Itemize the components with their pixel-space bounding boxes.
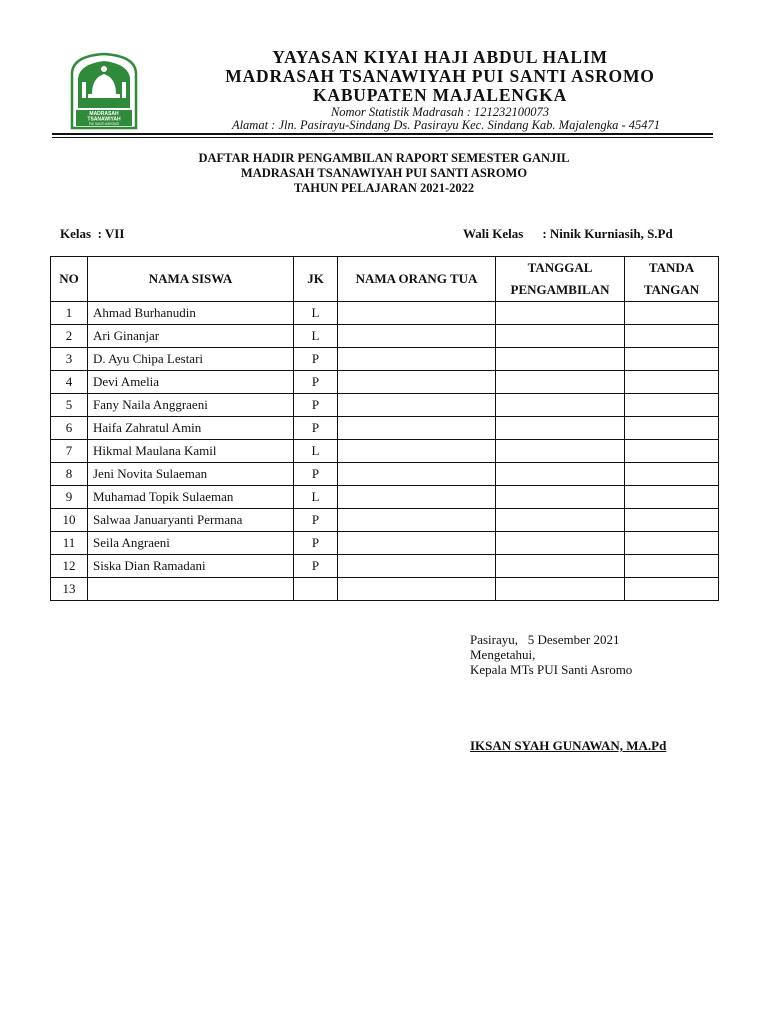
regency-name: KABUPATEN MAJALENGKA [312,85,568,105]
cell-student-name: Jeni Novita Sulaeman [88,463,294,486]
statistic-number: Nomor Statistik Madrasah : 121232100073 [330,105,550,119]
letterhead-rule-thin [52,137,713,138]
attendance-table [50,256,719,601]
cell-pickup-date [496,348,625,371]
table-row [51,417,719,440]
cell-no: 1 [51,302,88,325]
class-info [60,226,124,242]
cell-gender: P [294,509,338,532]
class-value: : VII [97,226,125,241]
cell-signature [625,578,719,601]
table-row [51,555,719,578]
header-parent-name: NAMA ORANG TUA [338,257,496,302]
cell-parent-name [338,417,496,440]
cell-gender: P [294,463,338,486]
cell-pickup-date [496,302,625,325]
cell-signature [625,486,719,509]
cell-student-name: Devi Amelia [88,371,294,394]
cell-pickup-date [496,463,625,486]
table-row [51,532,719,555]
cell-parent-name [338,325,496,348]
cell-no: 6 [51,417,88,440]
cell-signature [625,417,719,440]
cell-parent-name [338,486,496,509]
madrasah-logo [68,52,140,130]
table-header-row [51,257,719,302]
table-row [51,325,719,348]
cell-parent-name [338,394,496,417]
cell-no: 9 [51,486,88,509]
academic-year: TAHUN PELAJARAN 2021-2022 [293,181,475,195]
acknowledged-label: Mengetahui, [470,647,536,662]
cell-parent-name [338,348,496,371]
cell-parent-name [338,463,496,486]
cell-signature [625,440,719,463]
cell-gender: P [294,394,338,417]
cell-pickup-date [496,417,625,440]
cell-no: 7 [51,440,88,463]
cell-no: 13 [51,578,88,601]
table-row [51,463,719,486]
header-student-name: NAMA SISWA [88,257,294,302]
cell-signature [625,348,719,371]
document-subtitle: MADRASAH TSANAWIYAH PUI SANTI ASROMO [240,166,528,180]
header-pickup-date [496,257,625,302]
class-label: Kelas [60,226,92,241]
cell-no: 3 [51,348,88,371]
cell-parent-name [338,371,496,394]
cell-pickup-date [496,555,625,578]
cell-student-name [88,578,294,601]
cell-signature [625,509,719,532]
cell-student-name: Seila Angraeni [88,532,294,555]
homeroom-label: Wali Kelas [463,226,524,241]
cell-no: 12 [51,555,88,578]
cell-student-name: Muhamad Topik Sulaeman [88,486,294,509]
table-row [51,302,719,325]
cell-no: 10 [51,509,88,532]
cell-student-name: Haifa Zahratul Amin [88,417,294,440]
header-signature [625,257,719,302]
cell-gender: L [294,302,338,325]
cell-pickup-date [496,578,625,601]
table-row [51,578,719,601]
cell-parent-name [338,440,496,463]
table-row [51,486,719,509]
cell-signature [625,325,719,348]
cell-student-name: Ahmad Burhanudin [88,302,294,325]
foundation-name: YAYASAN KIYAI HAJI ABDUL HALIM [272,47,608,67]
cell-pickup-date [496,371,625,394]
header-pickup-date-line2: PENGAMBILAN [510,282,610,297]
cell-gender: P [294,532,338,555]
cell-no: 5 [51,394,88,417]
cell-gender: P [294,417,338,440]
logo-text-2: TSANAWIYAH [87,116,121,123]
cell-gender: P [294,371,338,394]
cell-parent-name [338,302,496,325]
cell-signature [625,371,719,394]
header-no: NO [51,257,88,302]
table-row [51,509,719,532]
cell-pickup-date [496,509,625,532]
table-row [51,394,719,417]
cell-parent-name [338,555,496,578]
logo-text-3: PUI SANTI ASROMO [88,122,120,126]
cell-gender: P [294,555,338,578]
table-row [51,371,719,394]
cell-parent-name [338,578,496,601]
cell-pickup-date [496,532,625,555]
cell-no: 11 [51,532,88,555]
principal-title: Kepala MTs PUI Santi Asromo [470,662,633,677]
cell-parent-name [338,532,496,555]
table-row [51,348,719,371]
cell-student-name: Siska Dian Ramadani [88,555,294,578]
cell-student-name: Ari Ginanjar [88,325,294,348]
cell-no: 8 [51,463,88,486]
header-pickup-date-line1: TANGGAL [527,260,593,275]
cell-signature [625,302,719,325]
cell-pickup-date [496,394,625,417]
document-title: DAFTAR HADIR PENGAMBILAN RAPORT SEMESTER GANJIL [198,151,570,165]
school-address: Alamat : Jln. Pasirayu-Sindang Ds. Pasirayu Kec. Sindang Kab. Majalengka - 45471 [231,118,661,132]
cell-student-name: Salwaa Januaryanti Permana [88,509,294,532]
cell-signature [625,463,719,486]
cell-gender: L [294,325,338,348]
cell-pickup-date [496,325,625,348]
table-row [51,440,719,463]
cell-gender: L [294,440,338,463]
logo-text-1: MADRASAH [89,111,119,117]
cell-signature [625,532,719,555]
cell-pickup-date [496,486,625,509]
header-signature-line2: TANGAN [643,282,700,297]
cell-gender: L [294,486,338,509]
cell-no: 2 [51,325,88,348]
school-name: MADRASAH TSANAWIYAH PUI SANTI ASROMO [225,66,655,86]
cell-student-name: Hikmal Maulana Kamil [88,440,294,463]
header-gender: JK [294,257,338,302]
cell-signature [625,555,719,578]
principal-name: IKSAN SYAH GUNAWAN, MA.Pd [470,738,667,753]
cell-student-name: D. Ayu Chipa Lestari [88,348,294,371]
cell-signature [625,394,719,417]
cell-gender [294,578,338,601]
place-date: Pasirayu, 5 Desember 2021 [470,632,620,647]
homeroom-value: : Ninik Kurniasih, S.Pd [542,226,673,241]
cell-parent-name [338,509,496,532]
cell-gender: P [294,348,338,371]
header-signature-line1: TANDA [648,260,695,275]
letterhead-rule-thick [52,133,713,135]
cell-no: 4 [51,371,88,394]
cell-pickup-date [496,440,625,463]
homeroom-info [463,226,673,242]
cell-student-name: Fany Naila Anggraeni [88,394,294,417]
